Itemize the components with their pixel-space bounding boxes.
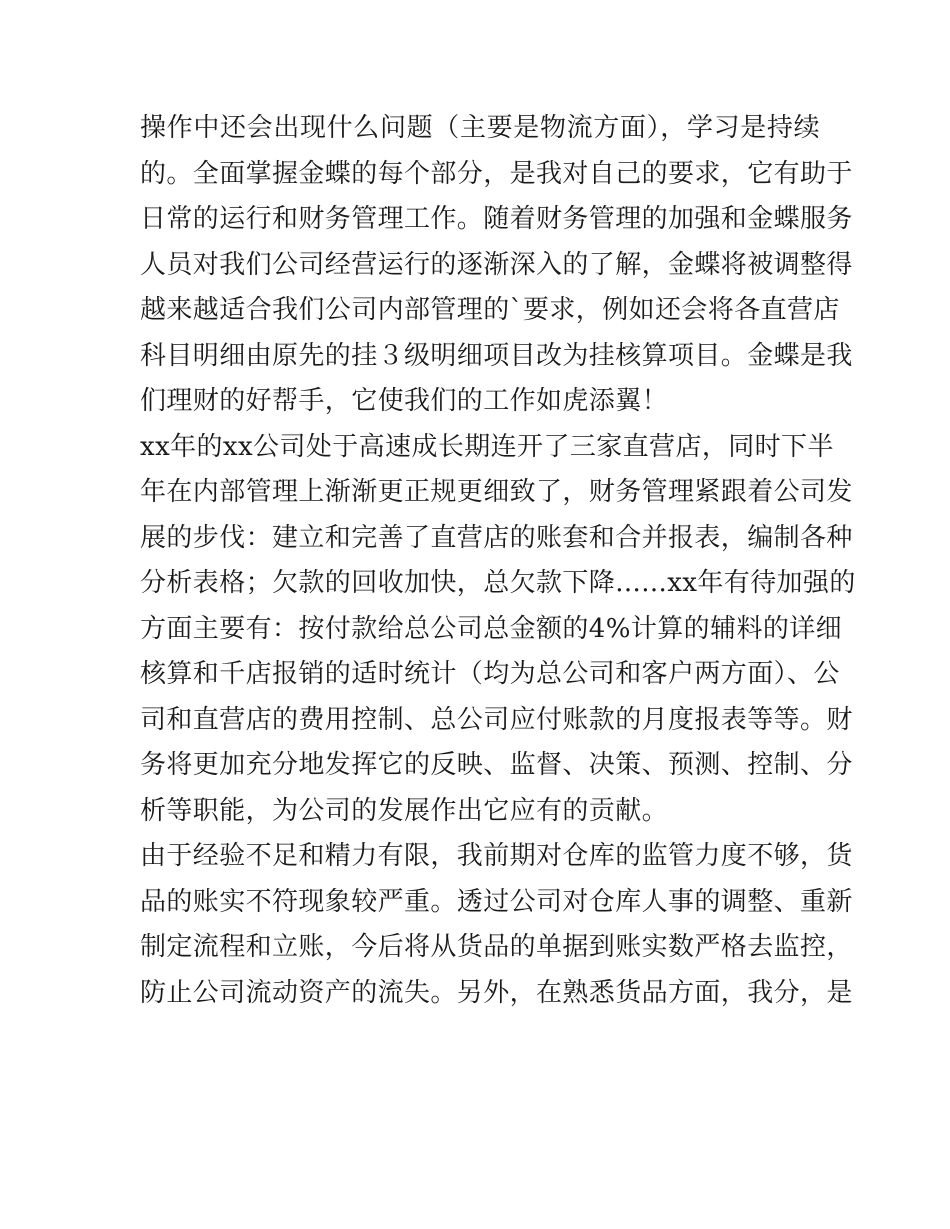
text-line: 科目明细由原先的挂３级明细项目改为挂核算项目。金蝶是我	[140, 340, 853, 371]
text-line: 分析表格；欠款的回收加快，总欠款下降......xx年有待加强的	[140, 568, 856, 598]
text-line: 品的账实不符现象较严重。透过公司对仓库人事的调整、重新	[140, 886, 853, 917]
text-line: 展的步伐：建立和完善了直营店的账套和合并报表，编制各种	[140, 522, 853, 553]
text-line: 日常的运行和财务管理工作。随着财务管理的加强和金蝶服务	[140, 204, 853, 234]
text-line: 核算和千店报销的适时统计（均为总公司和客户两方面）、公	[140, 659, 840, 689]
text-line: 务将更加充分地发挥它的反映、监督、决策、预测、控制、分	[140, 750, 853, 780]
text-line: 年在内部管理上渐渐更正规更细致了，财务管理紧跟着公司发	[140, 477, 853, 507]
document-body	[140, 106, 856, 1016]
text-line: 司和直营店的费用控制、总公司应付账款的月度报表等等。财	[140, 704, 853, 735]
text-line: 们理财的好帮手，它使我们的工作如虎添翼！	[140, 386, 669, 416]
text-line: xx年的xx公司处于高速成长期连开了三家直营店，同时下半	[140, 431, 834, 462]
text-line: 防止公司流动资产的流失。另外，在熟悉货品方面，我分，是	[140, 977, 853, 1008]
text-line: 越来越适合我们公司内部管理的`要求，例如还会将各直营店	[140, 295, 840, 325]
text-line: 方面主要有：按付款给总公司总金额的4%计算的辅料的详细	[140, 613, 843, 644]
text-line: 人员对我们公司经营运行的逐渐深入的了解，金蝶将被调整得	[140, 249, 853, 280]
text-line: 制定流程和立账，今后将从货品的单据到账实数严格去监控，	[140, 932, 853, 962]
text-line: 操作中还会出现什么问题（主要是物流方面），学习是持续	[140, 113, 820, 143]
text-line: 由于经验不足和精力有限，我前期对仓库的监管力度不够，货	[140, 841, 853, 871]
text-line: 析等职能，为公司的发展作出它应有的贡献。	[140, 795, 669, 826]
text-line: 的。全面掌握金蝶的每个部分，是我对自己的要求，它有助于	[140, 158, 853, 189]
